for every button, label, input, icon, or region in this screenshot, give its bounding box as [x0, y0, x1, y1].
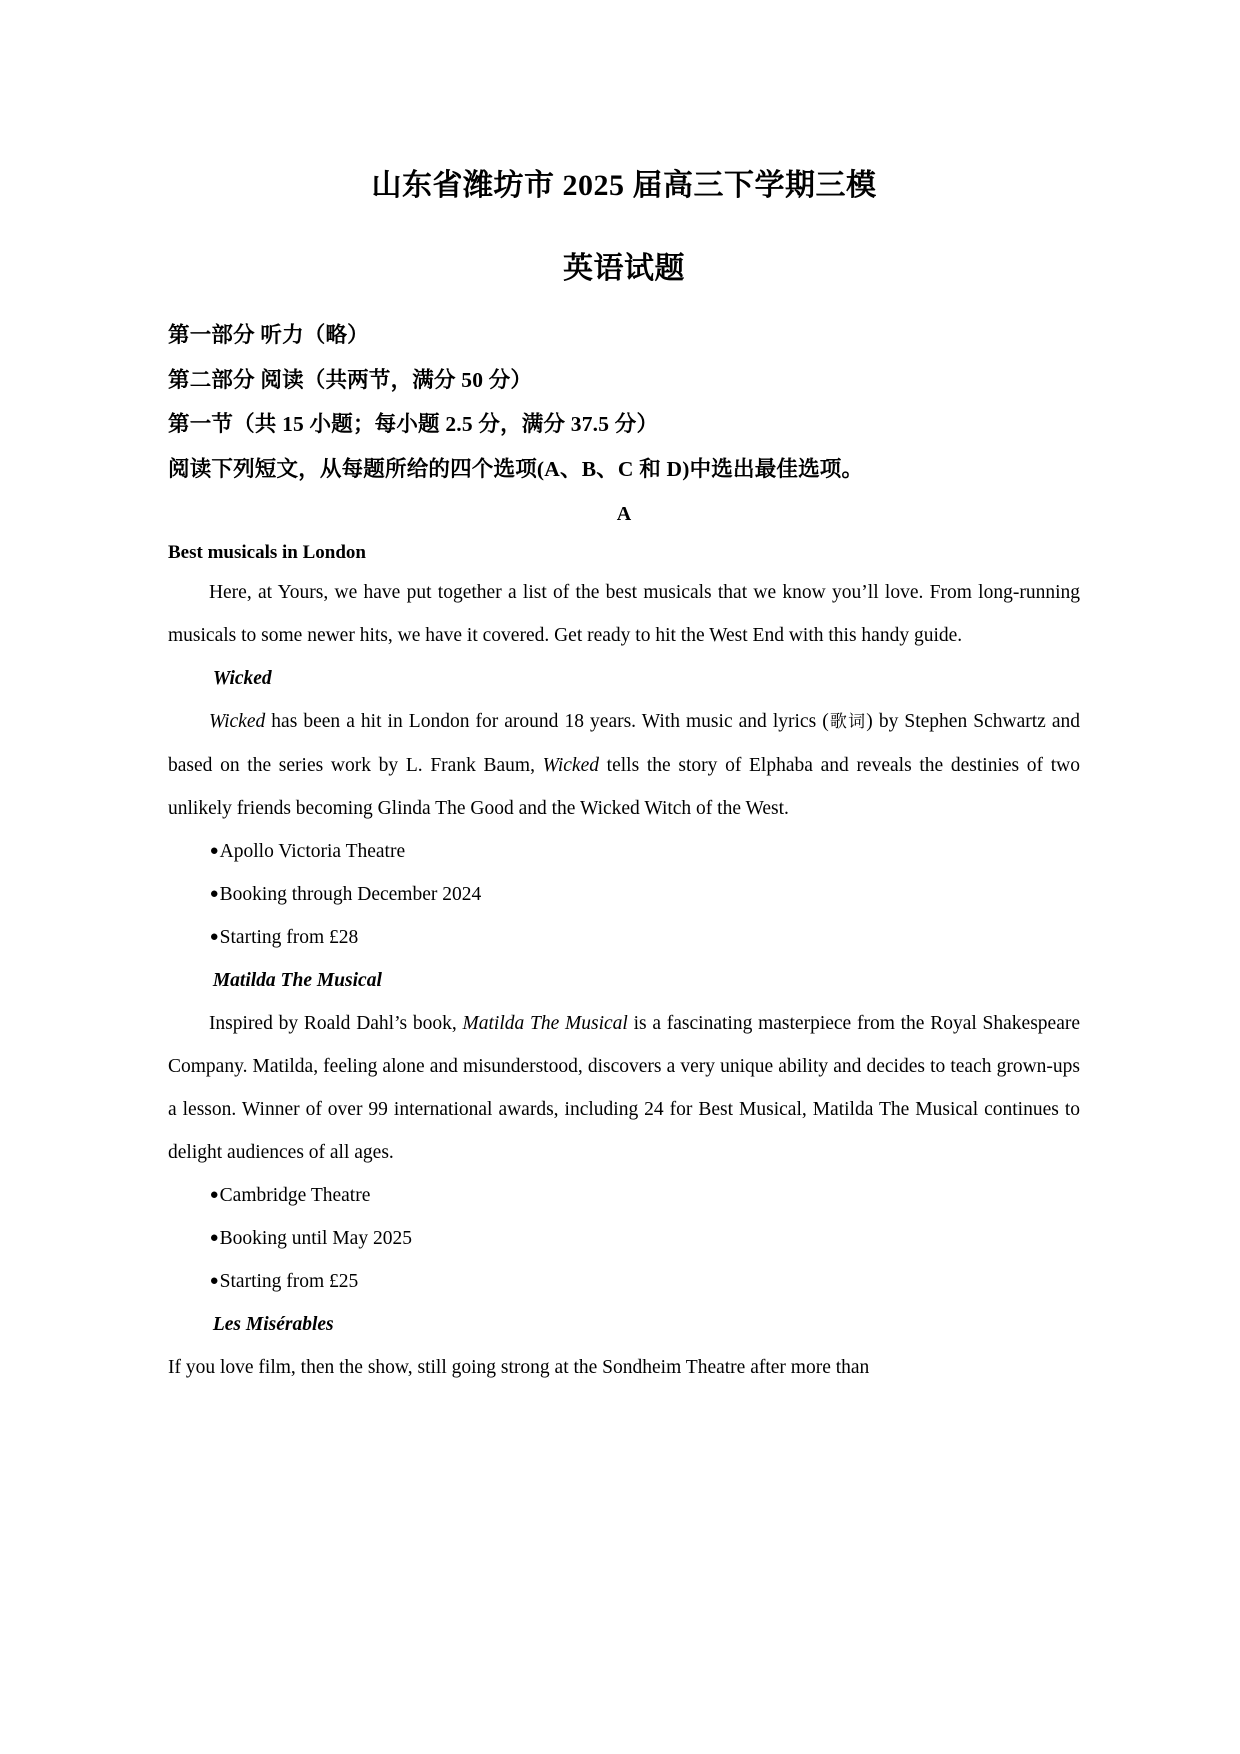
bullet-dot-icon: ● — [209, 1186, 219, 1203]
show-details-list-wicked — [168, 830, 1080, 959]
bullet-dot-icon: ● — [209, 1272, 219, 1289]
show-description-matilda — [168, 1002, 1080, 1174]
show-text-part-3: tells the story of Elphaba and reveals the destinies of two unlikely friends becoming Glinda The Good and the Wicked Witch of the West. — [168, 754, 1080, 819]
list-item-label: Starting from £28 — [219, 926, 359, 948]
instruction-line-4: 阅读下列短文，从每题所给的四个选项(A、B、C 和 D)中选出最佳选项。 — [168, 456, 864, 481]
show-text-part-2: is a fascinating masterpiece from the Royal Shakespeare Company. Matilda, feeling alone and misunderstood, discovers a very unique ability and decides to teach grown-ups a lesson. Winner of over 99 international awards, including 24 for Best Musical, Matilda The Musical continues to delight audiences of all ages. — [168, 1012, 1080, 1163]
show-description-les-miserables: If you love film, then the show, still going strong at the Sondheim Theatre after more than — [168, 1356, 870, 1378]
show-text-part-1: Inspired by Roald Dahl’s book, — [208, 1012, 463, 1034]
gloss-text: 歌词 — [828, 711, 867, 732]
page-title: 山东省潍坊市 2025 届高三下学期三模 — [371, 169, 877, 202]
list-item-label: Booking until May 2025 — [219, 1227, 412, 1249]
instruction-line-3: 第一节（共 15 小题；每小题 2.5 分，满分 37.5 分） — [168, 412, 659, 436]
show-text-part-1: has been a hit in London for around 18 years. With music and lyrics ( — [265, 710, 829, 732]
bullet-dot-icon: ● — [209, 928, 219, 945]
passage-title: Best musicals in London — [168, 542, 366, 563]
show-details-list-matilda — [168, 1174, 1080, 1303]
show-title-inline: Matilda The Musical — [462, 1012, 628, 1034]
instruction-line-2: 第二部分 阅读（共两节，满分 50 分） — [168, 367, 533, 392]
show-title-inline: Wicked — [208, 710, 266, 732]
list-item — [210, 830, 1080, 873]
show-description-wicked — [168, 700, 1080, 830]
instruction-line-1: 第一部分 听力（略） — [168, 323, 369, 347]
list-item — [210, 1260, 1080, 1303]
list-item-label: Apollo Victoria Theatre — [219, 840, 406, 862]
bullet-dot-icon: ● — [209, 885, 219, 902]
exam-instructions — [168, 325, 1080, 480]
list-item — [210, 916, 1080, 959]
bullet-dot-icon: ● — [209, 1229, 219, 1246]
bullet-dot-icon: ● — [209, 842, 219, 859]
list-item-label: Starting from £25 — [219, 1270, 359, 1292]
show-heading-les-miserables: Les Misérables — [212, 1313, 334, 1335]
list-item — [210, 1217, 1080, 1260]
list-item-label: Cambridge Theatre — [219, 1184, 371, 1206]
show-text-part-2: ) by Stephen Schwartz and based on the series work by L. Frank Baum, — [168, 710, 1081, 776]
show-heading-matilda: Matilda The Musical — [212, 969, 382, 991]
section-letter: A — [616, 503, 632, 525]
list-item — [210, 1174, 1080, 1217]
page-subtitle: 英语试题 — [563, 251, 685, 285]
show-heading-wicked: Wicked — [212, 667, 272, 689]
show-title-inline-2: Wicked — [542, 754, 599, 776]
passage-intro-paragraph: Here, at Yours, we have put together a list of the best musicals that we know you’ll love. From long-running musicals to some newer hits, we have it covered. Get ready to hit the West End with this handy guide. — [168, 581, 1080, 646]
list-item — [210, 873, 1080, 916]
list-item-label: Booking through December 2024 — [219, 883, 482, 905]
